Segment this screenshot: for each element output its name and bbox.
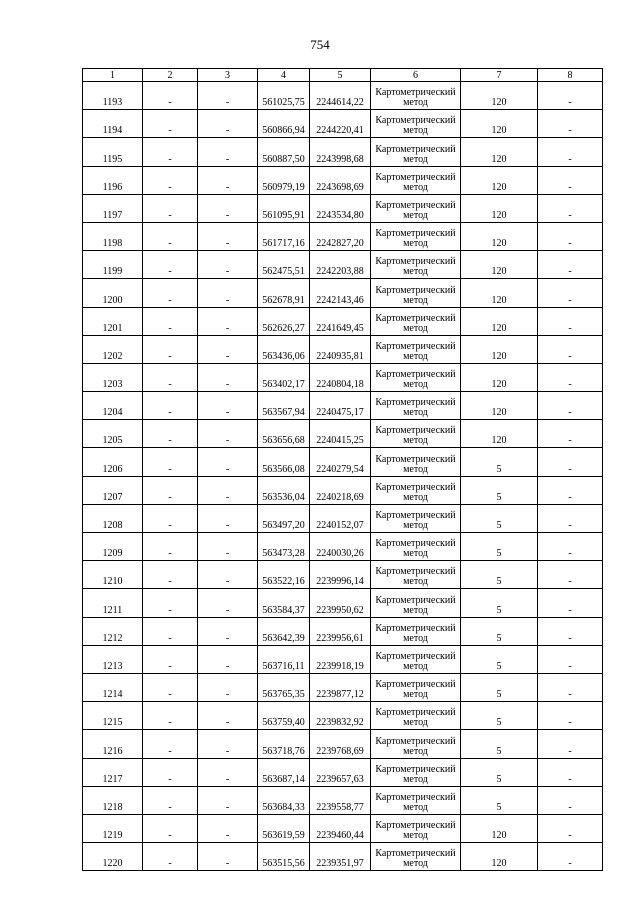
coord-x-cell: 563684,33 (258, 786, 310, 814)
coord-y-cell: 2242203,88 (310, 251, 371, 279)
col-2-value-cell: - (143, 392, 198, 420)
col-2-value-cell: - (143, 814, 198, 842)
coord-x-cell: 562626,27 (258, 307, 310, 335)
point-number-cell: 1213 (83, 645, 143, 673)
accuracy-cell: 120 (461, 279, 538, 307)
point-number-cell: 1218 (83, 786, 143, 814)
table-row (83, 589, 603, 617)
column-header-3: 3 (198, 69, 258, 82)
column-header-2: 2 (143, 69, 198, 82)
col-3-value-cell: - (198, 843, 258, 871)
col-8-value-cell: - (538, 758, 603, 786)
coord-x-cell: 560887,50 (258, 138, 310, 166)
point-number-cell: 1217 (83, 758, 143, 786)
accuracy-cell: 5 (461, 702, 538, 730)
col-8-value-cell: - (538, 702, 603, 730)
col-8-value-cell: - (538, 786, 603, 814)
point-number-cell: 1197 (83, 194, 143, 222)
coord-y-cell: 2244220,41 (310, 110, 371, 138)
col-3-value-cell: - (198, 307, 258, 335)
table-row (83, 307, 603, 335)
method-cell: Картометрический метод (371, 363, 461, 391)
table-row (83, 758, 603, 786)
table-row (83, 392, 603, 420)
coord-x-cell: 563473,28 (258, 533, 310, 561)
col-2-value-cell: - (143, 82, 198, 110)
point-number-cell: 1200 (83, 279, 143, 307)
col-3-value-cell: - (198, 673, 258, 701)
col-3-value-cell: - (198, 645, 258, 673)
col-8-value-cell: - (538, 392, 603, 420)
col-2-value-cell: - (143, 279, 198, 307)
col-3-value-cell: - (198, 363, 258, 391)
col-2-value-cell: - (143, 730, 198, 758)
col-3-value-cell: - (198, 504, 258, 532)
method-cell: Картометрический метод (371, 504, 461, 532)
accuracy-cell: 5 (461, 589, 538, 617)
coord-x-cell: 563522,16 (258, 561, 310, 589)
coord-y-cell: 2239351,97 (310, 843, 371, 871)
coord-y-cell: 2240415,25 (310, 420, 371, 448)
method-cell: Картометрический метод (371, 702, 461, 730)
method-cell: Картометрический метод (371, 194, 461, 222)
coord-x-cell: 563436,06 (258, 335, 310, 363)
coord-y-cell: 2241649,45 (310, 307, 371, 335)
method-cell: Картометрический метод (371, 307, 461, 335)
col-3-value-cell: - (198, 561, 258, 589)
col-3-value-cell: - (198, 786, 258, 814)
point-number-cell: 1204 (83, 392, 143, 420)
col-3-value-cell: - (198, 533, 258, 561)
col-3-value-cell: - (198, 617, 258, 645)
coord-x-cell: 561025,75 (258, 82, 310, 110)
point-number-cell: 1195 (83, 138, 143, 166)
accuracy-cell: 120 (461, 335, 538, 363)
col-8-value-cell: - (538, 420, 603, 448)
point-number-cell: 1196 (83, 166, 143, 194)
col-2-value-cell: - (143, 561, 198, 589)
col-3-value-cell: - (198, 138, 258, 166)
col-2-value-cell: - (143, 786, 198, 814)
accuracy-cell: 120 (461, 194, 538, 222)
coord-x-cell: 562678,91 (258, 279, 310, 307)
coord-y-cell: 2242827,20 (310, 222, 371, 250)
coord-y-cell: 2239956,61 (310, 617, 371, 645)
accuracy-cell: 5 (461, 448, 538, 476)
point-number-cell: 1194 (83, 110, 143, 138)
col-2-value-cell: - (143, 251, 198, 279)
table-row (83, 786, 603, 814)
table-row (83, 702, 603, 730)
point-number-cell: 1219 (83, 814, 143, 842)
col-8-value-cell: - (538, 504, 603, 532)
coord-x-cell: 563656,68 (258, 420, 310, 448)
col-8-value-cell: - (538, 533, 603, 561)
coord-x-cell: 563536,04 (258, 476, 310, 504)
point-number-cell: 1203 (83, 363, 143, 391)
column-header-7: 7 (461, 69, 538, 82)
coord-x-cell: 561717,16 (258, 222, 310, 250)
col-8-value-cell: - (538, 589, 603, 617)
table-row (83, 222, 603, 250)
coord-x-cell: 563759,40 (258, 702, 310, 730)
col-8-value-cell: - (538, 194, 603, 222)
coord-y-cell: 2240475,17 (310, 392, 371, 420)
col-8-value-cell: - (538, 82, 603, 110)
col-8-value-cell: - (538, 307, 603, 335)
col-2-value-cell: - (143, 166, 198, 194)
method-cell: Картометрический метод (371, 420, 461, 448)
col-2-value-cell: - (143, 222, 198, 250)
method-cell: Картометрический метод (371, 138, 461, 166)
col-2-value-cell: - (143, 758, 198, 786)
col-8-value-cell: - (538, 476, 603, 504)
col-3-value-cell: - (198, 730, 258, 758)
table-row (83, 504, 603, 532)
coord-x-cell: 563402,17 (258, 363, 310, 391)
point-number-cell: 1206 (83, 448, 143, 476)
point-number-cell: 1208 (83, 504, 143, 532)
col-2-value-cell: - (143, 843, 198, 871)
method-cell: Картометрический метод (371, 589, 461, 617)
method-cell: Картометрический метод (371, 476, 461, 504)
table-row (83, 335, 603, 363)
table-row (83, 194, 603, 222)
method-cell: Картометрический метод (371, 786, 461, 814)
point-number-cell: 1205 (83, 420, 143, 448)
coord-x-cell: 563687,14 (258, 758, 310, 786)
point-number-cell: 1207 (83, 476, 143, 504)
table-body (83, 82, 603, 871)
accuracy-cell: 120 (461, 392, 538, 420)
coord-y-cell: 2239918,19 (310, 645, 371, 673)
method-cell: Картометрический метод (371, 392, 461, 420)
col-8-value-cell: - (538, 363, 603, 391)
coord-y-cell: 2244614,22 (310, 82, 371, 110)
table-row (83, 814, 603, 842)
col-2-value-cell: - (143, 110, 198, 138)
accuracy-cell: 120 (461, 222, 538, 250)
coord-x-cell: 563567,94 (258, 392, 310, 420)
method-cell: Картометрический метод (371, 730, 461, 758)
point-number-cell: 1211 (83, 589, 143, 617)
coord-x-cell: 562475,51 (258, 251, 310, 279)
coord-x-cell: 563619,59 (258, 814, 310, 842)
col-8-value-cell: - (538, 279, 603, 307)
table-row (83, 82, 603, 110)
coord-y-cell: 2240804,18 (310, 363, 371, 391)
point-number-cell: 1215 (83, 702, 143, 730)
col-8-value-cell: - (538, 843, 603, 871)
header-row (83, 69, 603, 82)
method-cell: Картометрический метод (371, 758, 461, 786)
method-cell: Картометрический метод (371, 279, 461, 307)
method-cell: Картометрический метод (371, 222, 461, 250)
col-3-value-cell: - (198, 758, 258, 786)
method-cell: Картометрический метод (371, 110, 461, 138)
coord-x-cell: 563515,56 (258, 843, 310, 871)
coord-y-cell: 2239657,63 (310, 758, 371, 786)
method-cell: Картометрический метод (371, 166, 461, 194)
coord-y-cell: 2239460,44 (310, 814, 371, 842)
col-3-value-cell: - (198, 814, 258, 842)
coord-x-cell: 563716,11 (258, 645, 310, 673)
coord-y-cell: 2240030,26 (310, 533, 371, 561)
table-row (83, 448, 603, 476)
coord-y-cell: 2243998,68 (310, 138, 371, 166)
table-row (83, 476, 603, 504)
point-number-cell: 1214 (83, 673, 143, 701)
col-3-value-cell: - (198, 448, 258, 476)
point-number-cell: 1198 (83, 222, 143, 250)
col-2-value-cell: - (143, 138, 198, 166)
col-8-value-cell: - (538, 335, 603, 363)
col-3-value-cell: - (198, 702, 258, 730)
accuracy-cell: 5 (461, 645, 538, 673)
table-row (83, 279, 603, 307)
column-header-1: 1 (83, 69, 143, 82)
accuracy-cell: 5 (461, 786, 538, 814)
coord-y-cell: 2243698,69 (310, 166, 371, 194)
table-row (83, 533, 603, 561)
method-cell: Картометрический метод (371, 814, 461, 842)
accuracy-cell: 5 (461, 561, 538, 589)
point-number-cell: 1212 (83, 617, 143, 645)
col-2-value-cell: - (143, 363, 198, 391)
col-2-value-cell: - (143, 476, 198, 504)
point-number-cell: 1210 (83, 561, 143, 589)
col-8-value-cell: - (538, 251, 603, 279)
coord-y-cell: 2240218,69 (310, 476, 371, 504)
coord-y-cell: 2239768,69 (310, 730, 371, 758)
col-2-value-cell: - (143, 589, 198, 617)
col-3-value-cell: - (198, 251, 258, 279)
table-row (83, 110, 603, 138)
col-8-value-cell: - (538, 222, 603, 250)
point-number-cell: 1209 (83, 533, 143, 561)
point-number-cell: 1220 (83, 843, 143, 871)
accuracy-cell: 5 (461, 533, 538, 561)
accuracy-cell: 120 (461, 110, 538, 138)
table-row (83, 843, 603, 871)
coord-y-cell: 2239950,62 (310, 589, 371, 617)
table-row (83, 363, 603, 391)
col-2-value-cell: - (143, 335, 198, 363)
col-8-value-cell: - (538, 617, 603, 645)
coord-y-cell: 2243534,80 (310, 194, 371, 222)
coord-y-cell: 2239877,12 (310, 673, 371, 701)
col-3-value-cell: - (198, 420, 258, 448)
col-8-value-cell: - (538, 645, 603, 673)
coord-x-cell: 560866,94 (258, 110, 310, 138)
col-3-value-cell: - (198, 589, 258, 617)
col-8-value-cell: - (538, 673, 603, 701)
accuracy-cell: 120 (461, 82, 538, 110)
accuracy-cell: 120 (461, 251, 538, 279)
col-3-value-cell: - (198, 166, 258, 194)
point-number-cell: 1202 (83, 335, 143, 363)
accuracy-cell: 120 (461, 363, 538, 391)
col-8-value-cell: - (538, 448, 603, 476)
column-header-8: 8 (538, 69, 603, 82)
coord-x-cell: 563566,08 (258, 448, 310, 476)
table-row (83, 166, 603, 194)
coord-x-cell: 563718,76 (258, 730, 310, 758)
col-2-value-cell: - (143, 448, 198, 476)
col-8-value-cell: - (538, 138, 603, 166)
coord-y-cell: 2239996,14 (310, 561, 371, 589)
col-3-value-cell: - (198, 279, 258, 307)
col-2-value-cell: - (143, 645, 198, 673)
coord-x-cell: 560979,19 (258, 166, 310, 194)
coordinates-table (82, 68, 603, 871)
table-row (83, 420, 603, 448)
page-number: 754 (310, 37, 330, 52)
column-header-6: 6 (371, 69, 461, 82)
column-header-5: 5 (310, 69, 371, 82)
col-3-value-cell: - (198, 222, 258, 250)
table-row (83, 617, 603, 645)
col-8-value-cell: - (538, 561, 603, 589)
method-cell: Картометрический метод (371, 533, 461, 561)
method-cell: Картометрический метод (371, 673, 461, 701)
coord-x-cell: 563765,35 (258, 673, 310, 701)
table-row (83, 673, 603, 701)
col-3-value-cell: - (198, 335, 258, 363)
table-row (83, 730, 603, 758)
accuracy-cell: 5 (461, 504, 538, 532)
accuracy-cell: 5 (461, 758, 538, 786)
method-cell: Картометрический метод (371, 251, 461, 279)
coord-x-cell: 563497,20 (258, 504, 310, 532)
point-number-cell: 1193 (83, 82, 143, 110)
point-number-cell: 1199 (83, 251, 143, 279)
col-8-value-cell: - (538, 814, 603, 842)
method-cell: Картометрический метод (371, 843, 461, 871)
method-cell: Картометрический метод (371, 448, 461, 476)
col-2-value-cell: - (143, 504, 198, 532)
method-cell: Картометрический метод (371, 617, 461, 645)
accuracy-cell: 120 (461, 307, 538, 335)
coord-x-cell: 563584,37 (258, 589, 310, 617)
col-2-value-cell: - (143, 533, 198, 561)
accuracy-cell: 5 (461, 617, 538, 645)
table-row (83, 138, 603, 166)
table-row (83, 561, 603, 589)
accuracy-cell: 120 (461, 138, 538, 166)
method-cell: Картометрический метод (371, 335, 461, 363)
method-cell: Картометрический метод (371, 561, 461, 589)
coord-x-cell: 563642,39 (258, 617, 310, 645)
point-number-cell: 1201 (83, 307, 143, 335)
col-2-value-cell: - (143, 307, 198, 335)
col-2-value-cell: - (143, 702, 198, 730)
col-3-value-cell: - (198, 476, 258, 504)
table-header (83, 69, 603, 82)
coord-y-cell: 2240279,54 (310, 448, 371, 476)
accuracy-cell: 120 (461, 166, 538, 194)
coord-y-cell: 2242143,46 (310, 279, 371, 307)
col-2-value-cell: - (143, 420, 198, 448)
col-8-value-cell: - (538, 110, 603, 138)
accuracy-cell: 5 (461, 730, 538, 758)
accuracy-cell: 5 (461, 476, 538, 504)
col-8-value-cell: - (538, 166, 603, 194)
table-row (83, 251, 603, 279)
accuracy-cell: 120 (461, 843, 538, 871)
coord-y-cell: 2240935,81 (310, 335, 371, 363)
col-2-value-cell: - (143, 194, 198, 222)
col-3-value-cell: - (198, 82, 258, 110)
method-cell: Картометрический метод (371, 82, 461, 110)
accuracy-cell: 120 (461, 814, 538, 842)
coord-y-cell: 2240152,07 (310, 504, 371, 532)
accuracy-cell: 120 (461, 420, 538, 448)
col-2-value-cell: - (143, 617, 198, 645)
col-3-value-cell: - (198, 110, 258, 138)
coord-y-cell: 2239558,77 (310, 786, 371, 814)
coord-x-cell: 561095,91 (258, 194, 310, 222)
col-8-value-cell: - (538, 730, 603, 758)
method-cell: Картометрический метод (371, 645, 461, 673)
col-2-value-cell: - (143, 673, 198, 701)
col-3-value-cell: - (198, 392, 258, 420)
col-3-value-cell: - (198, 194, 258, 222)
point-number-cell: 1216 (83, 730, 143, 758)
coord-y-cell: 2239832,92 (310, 702, 371, 730)
table-row (83, 645, 603, 673)
accuracy-cell: 5 (461, 673, 538, 701)
column-header-4: 4 (258, 69, 310, 82)
